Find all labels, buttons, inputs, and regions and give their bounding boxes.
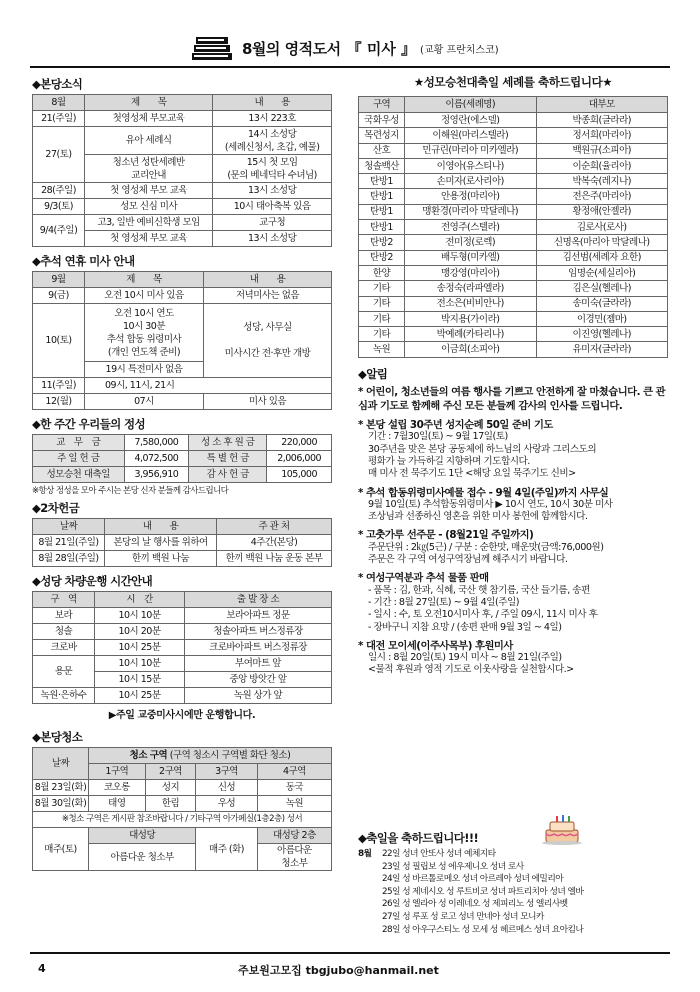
cell: 크로바 — [33, 640, 95, 656]
table-row — [359, 342, 668, 357]
table-row — [359, 143, 668, 158]
cell: 10시 25분 — [95, 688, 185, 704]
cell: 크로바아파트 버스정류장 — [185, 640, 332, 656]
notice-line: - 품목 : 김, 한과, 식혜, 국산 햇 참기름, 국산 들기름, 송편 — [368, 584, 590, 596]
books-icon — [190, 35, 234, 61]
cell: 국화우성 — [359, 113, 405, 128]
notice-line: - 장바구니 지참 요망 / (송편 판매 9월 3일 ~ 4일) — [368, 621, 562, 633]
feast-list — [358, 848, 668, 936]
col-header: 날짜 — [33, 748, 89, 780]
cell: 이영아(유스티나) — [405, 158, 537, 173]
section-title: ◆추석 연휴 미사 안내 — [32, 254, 135, 268]
cell: 박예례(카타리나) — [405, 327, 537, 342]
section-title: ★성모승천대축일 세례를 축하드립니다★ — [413, 75, 613, 89]
cell: 주 일 헌 금 — [33, 451, 125, 467]
cell: 송미숙(글라라) — [536, 296, 668, 311]
cell: 9/4(주일) — [33, 215, 85, 247]
cell: 보라 — [33, 608, 95, 624]
cell: 13시 223호 — [213, 111, 332, 127]
cell: 감 사 헌 금 — [189, 467, 267, 483]
feast-item: 27일 성 루포 성 로고 성녀 만네아 성녀 모니카 — [382, 911, 544, 922]
cell: 10시 20분 — [95, 624, 185, 640]
cell: 전영주(스텔라) — [405, 220, 537, 235]
list-item — [358, 924, 668, 937]
cell: 임명순(세실리아) — [536, 265, 668, 280]
section-title: ◆2차헌금 — [32, 501, 80, 515]
cell: 탄방1 — [359, 220, 405, 235]
table-row — [359, 158, 668, 173]
cell: 특 별 헌 금 — [189, 451, 267, 467]
col-header: 대부모 — [536, 97, 668, 113]
table-row — [359, 204, 668, 219]
cell: 김선범(세례자 요한) — [536, 250, 668, 265]
cell: 용문 — [33, 656, 95, 688]
col-header: 이름(세례명) — [405, 97, 537, 113]
cell: 부여마트 앞 — [185, 656, 332, 672]
cell: 7,580,000 — [124, 435, 189, 451]
col-header: 9월 — [33, 272, 85, 288]
cell: 성지 — [145, 780, 196, 796]
cell: 배두형(미카엘) — [405, 250, 537, 265]
cell: 27(토) — [33, 127, 85, 183]
baptism-rows — [359, 113, 668, 358]
cell: 박지용(가이라) — [405, 311, 537, 326]
table-row — [359, 113, 668, 128]
cell: 10시 태아축복 있음 — [213, 199, 332, 215]
col-header: 4구역 — [257, 764, 331, 780]
cell: 동국 — [257, 780, 331, 796]
cell: 박복숙(레지나) — [536, 174, 668, 189]
list-item — [358, 886, 668, 899]
cell: 오전 10시 연도 10시 30분 추석 합동 위령미사 (개인 연도책 준비) — [85, 304, 204, 362]
cell: 10시 25분 — [95, 640, 185, 656]
feast-item: 22일 성녀 안또사 성녀 예체지타 — [382, 849, 496, 859]
cell: 09시, 11시, 21시 — [85, 378, 332, 394]
cell: 유아 세례식 — [85, 127, 213, 155]
cell: 녹원 — [359, 342, 405, 357]
header-title: 8월의 영적도서 — [242, 39, 341, 58]
cell: 14시 소성당 (세례신청서, 초갑, 예물) — [213, 127, 332, 155]
cell: 신성 — [196, 780, 257, 796]
cell: 3,956,910 — [124, 467, 189, 483]
cell: 첫 영성체 부모 교육 — [85, 183, 213, 199]
cell: 태영 — [89, 796, 146, 812]
cell: 아름다운 청소부 — [89, 844, 196, 871]
cell: 백원규(소피아) — [536, 143, 668, 158]
feast-section — [358, 828, 668, 936]
cell: 송정숙(라파엘라) — [405, 281, 537, 296]
col-header: 대성당 — [89, 828, 196, 844]
cell: 탄방2 — [359, 235, 405, 250]
cell: 우성 — [196, 796, 257, 812]
cake-icon — [540, 812, 584, 846]
table-row — [359, 220, 668, 235]
list-item — [358, 898, 668, 911]
cell: 한림 — [145, 796, 196, 812]
header-book: 『 미사 』 — [346, 39, 417, 58]
cell: 탄방2 — [359, 250, 405, 265]
cell: 기타 — [359, 281, 405, 296]
cell: 코오롱 — [89, 780, 146, 796]
notice-item-title: * 대전 모이세(이주사목부) 후원미사 — [358, 639, 513, 652]
cell: 녹원 — [257, 796, 331, 812]
cell: 기타 — [359, 311, 405, 326]
cell: 기타 — [359, 327, 405, 342]
cell: 21(주일) — [33, 111, 85, 127]
chuseok-mass-table — [32, 271, 332, 410]
feast-month — [358, 873, 382, 886]
top-rule — [30, 66, 670, 68]
cell: 산호 — [359, 143, 405, 158]
cleaning-head: 청소 구역 — [129, 750, 168, 761]
cell: 2,006,000 — [267, 451, 332, 467]
col-header: 내 용 — [213, 95, 332, 111]
col-header: 내 용 — [105, 519, 217, 535]
cell: 9(금) — [33, 288, 85, 304]
cell: 13시 소성당 — [213, 231, 332, 247]
cell: 기타 — [359, 296, 405, 311]
cell: 청솔백산 — [359, 158, 405, 173]
cell: 한끼 백원 나눔 운동 본부 — [217, 551, 332, 567]
cell: 탄방1 — [359, 204, 405, 219]
bottom-rule — [30, 952, 670, 954]
cell: 맹강영(마리아) — [405, 265, 537, 280]
cell: 교 무 금 — [33, 435, 125, 451]
col-header: 내 용 — [203, 272, 331, 288]
cell: 8월 21일(주일) — [33, 535, 105, 551]
cell: 8월 28일(주일) — [33, 551, 105, 567]
cell: 성모 신심 미사 — [85, 199, 213, 215]
notice-line: 조상님과 선종하신 영혼을 위한 미사 봉헌에 함께합시다. — [368, 511, 588, 523]
cell: 105,000 — [267, 467, 332, 483]
notice-line: 기간 : 7월30일(토) ~ 9월 17일(토) — [368, 431, 508, 443]
col-header: 8월 — [33, 95, 85, 111]
notice-item-title: * 고춧가루 선주문 - (8월21일 주일까지) — [358, 529, 534, 542]
notice-item-title: * 본당 설립 30주년 성지순례 50일 준비 기도 — [358, 419, 553, 432]
feast-month: 8월 — [358, 849, 372, 859]
col-header: 구역 — [359, 97, 405, 113]
cell: 이순희(율리아) — [536, 158, 668, 173]
cell: 10(토) — [33, 304, 85, 378]
feast-month — [358, 924, 382, 937]
list-item — [358, 911, 668, 924]
cell: 박종희(글라라) — [536, 113, 668, 128]
cell: 8월 23일(화) — [33, 780, 89, 796]
parish-news-table — [32, 94, 332, 247]
cell: 4,072,500 — [124, 451, 189, 467]
vehicle-note: ▶주일 교중미사시에만 운행합니다. — [108, 710, 256, 721]
col-header: 3구역 — [196, 764, 257, 780]
cell: 탄방1 — [359, 174, 405, 189]
cell: 12(월) — [33, 394, 85, 410]
cell: 첫 영성체 부모 교육 — [85, 231, 213, 247]
col-header — [89, 748, 332, 764]
notice-line: 일시 : 8월 20일(토) 19시 미사 ~ 8월 21일(주일) — [368, 652, 562, 664]
cell: 본당의 날 행사를 위하여 — [105, 535, 217, 551]
section-title: ◆본당청소 — [32, 730, 83, 744]
feast-item: 26일 성 엘라아 성 이레네오 성 제피리노 성 엘리사벳 — [382, 899, 568, 910]
cell: 유미자(글라라) — [536, 342, 668, 357]
col-header: 주 관 처 — [217, 519, 332, 535]
cell: 전소은(비비안나) — [405, 296, 537, 311]
notice-line: 평화가 늘 가득하길 지향하며 기도합시다. — [368, 455, 530, 467]
cell: 이진영(헬레나) — [536, 327, 668, 342]
offering-note: ※항상 정성을 모아 주시는 본당 신자 분들께 감사드립니다 — [32, 486, 229, 496]
cell: 교구청 — [213, 215, 332, 231]
feast-item: 24일 성 바르톨로메오 성녀 아르레아 성녀 에밀리아 — [382, 874, 564, 885]
cell: 청솔 — [33, 624, 95, 640]
cell: 10시 10분 — [95, 608, 185, 624]
cell: 13시 소성당 — [213, 183, 332, 199]
notice-line: 주문단위 : 2㎏(5근) / 구분 : 순한맛, 매운맛(금액:76,000원) — [368, 541, 604, 553]
section-title: ◆본당소식 — [32, 77, 83, 91]
page-number: 4 — [38, 962, 46, 975]
feast-item: 23일 성 필립보 성 에우제니오 성녀 로사 — [382, 861, 524, 872]
col-header: 구 역 — [33, 592, 95, 608]
cell: 정영란(에스델) — [405, 113, 537, 128]
cell: 손미자(로사리아) — [405, 174, 537, 189]
list-item — [358, 861, 668, 874]
cell: 4주간(본당) — [217, 535, 332, 551]
page-header — [190, 34, 520, 62]
second-collection-table — [32, 518, 332, 567]
col-header: 대성당 2층 — [257, 828, 331, 844]
feast-item: 25일 성 제네시오 성 루트비코 성녀 파트리치아 성녀 엘바 — [382, 886, 584, 897]
col-header: 1구역 — [89, 764, 146, 780]
notice-line: <물적 후원과 영적 기도로 이웃사랑을 실천합시다.> — [368, 664, 574, 676]
notice-section — [358, 368, 668, 677]
cell: 28(주일) — [33, 183, 85, 199]
notice-line: 매 미사 전 묵주기도 1단 <해당 요일 묵주기도 신비> — [368, 468, 576, 480]
notice-line: 30주년을 맞은 본당 공동체에 하느님의 사랑과 그리스도의 — [368, 443, 597, 455]
cleaning-table — [32, 747, 332, 871]
cell: 신명옥(마리아 막달레나) — [536, 235, 668, 250]
section-title: ◆성당 차량운행 시간안내 — [32, 574, 153, 588]
cell: 한양 — [359, 265, 405, 280]
notice-line: 주문은 각 구역 여성구역장님께 해주시기 바랍니다. — [368, 554, 568, 566]
notice-intro: * 어린이, 청소년들의 여름 행사를 기쁘고 안전하게 잘 마쳤습니다. 큰 관심과 기도로 함께해 주신 모든 분들께 감사의 인사를 드립니다. — [358, 386, 666, 412]
notice-line: 9월 10일(토) 추석합동위령미사 ▶ 10시 연도, 10시 30분 미사 — [368, 498, 613, 510]
feast-item: 28일 성 아우구스티노 성 모세 성 헤르메스 성녀 요아킴나 — [382, 924, 584, 935]
cell: 안용정(마리아) — [405, 189, 537, 204]
feast-month — [358, 886, 382, 899]
cell: ※청소 구역은 게시판 참조바랍니다 / 기타구역 아가페실(1층2층) 성서 — [33, 812, 332, 828]
cell: 8월 30일(화) — [33, 796, 89, 812]
cell: 중앙 방앗간 앞 — [185, 672, 332, 688]
cell: 성모승천 대축일 — [33, 467, 125, 483]
cell: 9/3(토) — [33, 199, 85, 215]
right-column — [358, 74, 668, 677]
table-row — [359, 235, 668, 250]
cell: 미사 있음 — [203, 394, 331, 410]
cell: 맹환경(마리아 막달레나) — [405, 204, 537, 219]
table-row — [359, 327, 668, 342]
cell: 이해원(마리스텔라) — [405, 128, 537, 143]
table-row — [359, 265, 668, 280]
col-header: 시 간 — [95, 592, 185, 608]
cell: 매주(토) — [33, 828, 89, 871]
list-item — [358, 873, 668, 886]
cell: 황정애(안젤라) — [536, 204, 668, 219]
table-row — [359, 189, 668, 204]
col-header: 날짜 — [33, 519, 105, 535]
feast-month — [358, 911, 382, 924]
cell: 저녁미사는 없음 — [203, 288, 331, 304]
cell: 정서희(마리아) — [536, 128, 668, 143]
offering-table — [32, 434, 332, 483]
cell: 녹원·은하수 — [33, 688, 95, 704]
cell: 성 소 후 원 금 — [189, 435, 267, 451]
cell: 청솔아파트 버스정류장 — [185, 624, 332, 640]
section-title: ◆한 주간 우리들의 정성 — [32, 417, 146, 431]
cell: 김로사(로사) — [536, 220, 668, 235]
cell: 07시 — [85, 394, 204, 410]
cell: 녹원 상가 앞 — [185, 688, 332, 704]
cell: 민규린(마리아 미카엘라) — [405, 143, 537, 158]
cell: 탄방1 — [359, 189, 405, 204]
notice-item-title: * 추석 합동위령미사예물 접수 - 9월 4일(주일)까지 사무실 — [358, 486, 609, 499]
cell: 10시 10분 — [95, 656, 185, 672]
cell: 220,000 — [267, 435, 332, 451]
cell: 보라아파트 정문 — [185, 608, 332, 624]
cell: 19시 특전미사 없음 — [85, 362, 204, 378]
section-title: ◆알림 — [358, 366, 388, 381]
col-header: 제 목 — [85, 95, 213, 111]
cell: 첫영성체 부모교육 — [85, 111, 213, 127]
table-row — [359, 296, 668, 311]
col-header: 2구역 — [145, 764, 196, 780]
cleaning-headsub: (구역 청소시 구역별 화단 청소) — [169, 750, 291, 761]
cell: 이경민(젬마) — [536, 311, 668, 326]
col-header: 출 발 장 소 — [185, 592, 332, 608]
cell: 고3, 일반 예비신학생 모임 — [85, 215, 213, 231]
table-row — [359, 281, 668, 296]
cell: 한끼 백원 나눔 — [105, 551, 217, 567]
notice-item-title: * 여성구역분과 추석 물품 판매 — [358, 572, 489, 585]
cell: 15시 첫 모임 (문의 베네딕타 수녀님) — [213, 155, 332, 183]
table-row — [359, 311, 668, 326]
notice-line: - 기간 : 8월 27일(토) ~ 9월 4일(주일) — [368, 596, 519, 608]
list-item — [358, 848, 668, 861]
vehicle-table — [32, 591, 332, 704]
header-author: (교황 프란치스코) — [420, 44, 499, 56]
table-row — [359, 174, 668, 189]
cell: 목련성지 — [359, 128, 405, 143]
cell: 아름다운 청소부 — [257, 844, 331, 871]
cell: 전은주(마리아) — [536, 189, 668, 204]
baptism-table — [358, 96, 668, 358]
cell: 전미정(로렉) — [405, 235, 537, 250]
col-header: 제 목 — [85, 272, 204, 288]
left-column — [32, 74, 332, 871]
table-row — [359, 250, 668, 265]
notice-line: - 일시 : 수, 토 오전10시미사 후, / 주일 09시, 11시 미사 후 — [368, 609, 598, 621]
cell: 성당, 사무실 미사시간 전·후만 개방 — [203, 304, 331, 378]
cell: 오전 10시 미사 있음 — [85, 288, 204, 304]
feast-month — [358, 898, 382, 911]
table-row — [359, 128, 668, 143]
cell: 매주 (화) — [196, 828, 257, 871]
section-title: ◆축일을 축하드립니다!!! — [358, 831, 479, 845]
cell: 이금희(소피아) — [405, 342, 537, 357]
feast-month — [358, 861, 382, 874]
contact-email: 주보원고모집 tbgjubo@hanmail.net — [238, 964, 439, 977]
cell: 김은실(헬레나) — [536, 281, 668, 296]
cell: 10시 15분 — [95, 672, 185, 688]
cell: 11(주일) — [33, 378, 85, 394]
cell: 청소년 성탄세례반 교리안내 — [85, 155, 213, 183]
